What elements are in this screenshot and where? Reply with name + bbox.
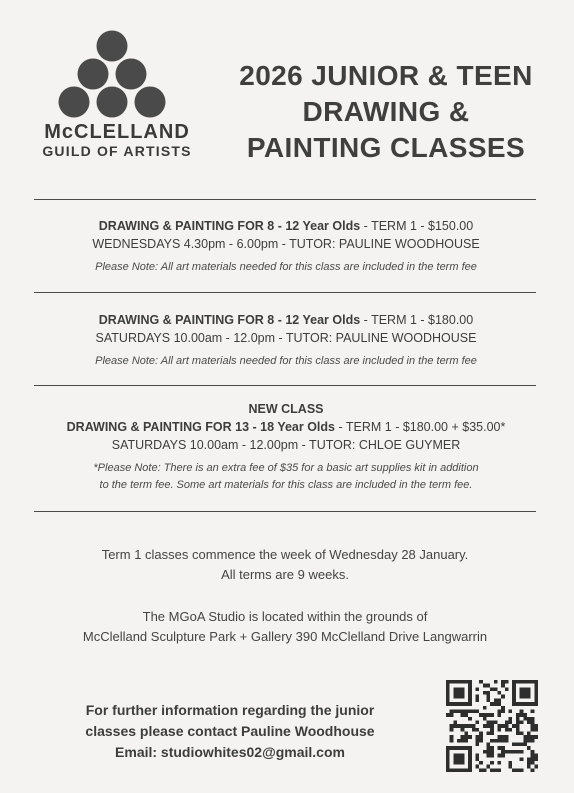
divider (34, 511, 536, 512)
divider (34, 199, 536, 200)
class-note: Please Note: All art materials needed for this class are included in the term fee (95, 355, 477, 367)
page-title (210, 58, 562, 166)
class-name: DRAWING & PAINTING FOR 8 - 12 Year Olds (98, 313, 361, 327)
class-term-fee: - TERM 1 - $180.00 + $35.00* (335, 420, 506, 434)
class-heading (28, 217, 544, 235)
class-heading (28, 311, 544, 329)
logo-subtitle: GUILD OF ARTISTS (42, 143, 192, 159)
qr-code-icon[interactable] (446, 680, 538, 777)
title-line-2: DRAWING & (302, 96, 470, 127)
class-block-3 (28, 400, 544, 494)
class-term-fee: - TERM 1 - $180.00 (360, 313, 474, 327)
class-schedule: SATURDAYS 10.00am - 12.0pm - TUTOR: PAULINE WOODHOUSE (95, 331, 477, 345)
contact-info (40, 700, 420, 763)
new-class-label: NEW CLASS (248, 402, 324, 416)
term-info-line-1: Term 1 classes commence the week of Wednesday 28 January. (101, 547, 469, 562)
term-info (20, 545, 550, 585)
logo-name: McCLELLAND (44, 121, 190, 143)
contact-email[interactable]: Email: studiowhites02@gmail.com (115, 744, 345, 760)
class-block-1 (28, 217, 544, 276)
class-term-fee: - TERM 1 - $150.00 (360, 219, 474, 233)
title-line-3: PAINTING CLASSES (246, 132, 526, 163)
circle-pyramid-icon (57, 28, 177, 120)
contact-line-2: classes please contact Pauline Woodhouse (85, 723, 375, 739)
divider (34, 292, 536, 293)
class-block-2 (28, 311, 544, 370)
class-name: DRAWING & PAINTING FOR 13 - 18 Year Olds (66, 420, 335, 434)
class-name: DRAWING & PAINTING FOR 8 - 12 Year Olds (98, 219, 361, 233)
class-heading (28, 418, 544, 436)
contact-line-1: For further information regarding the junior (85, 702, 375, 718)
term-info-line-2: All terms are 9 weeks. (221, 567, 349, 582)
guild-logo (38, 28, 196, 158)
location-line-1: The MGoA Studio is located within the grounds of (142, 609, 428, 624)
class-note: Please Note: All art materials needed for this class are included in the term fee (95, 261, 477, 273)
divider (34, 385, 536, 386)
class-note-continued: to the term fee. Some art materials for this class are included in the term fee. (99, 479, 473, 491)
location-line-2: McClelland Sculpture Park + Gallery 390 McClelland Drive Langwarrin (82, 629, 488, 644)
location-info (20, 607, 550, 647)
class-schedule: SATURDAYS 10.00am - 12.00pm - TUTOR: CHLOE GUYMER (111, 438, 461, 452)
title-line-1: 2026 JUNIOR & TEEN (239, 60, 533, 91)
class-schedule: WEDNESDAYS 4.30pm - 6.00pm - TUTOR: PAULINE WOODHOUSE (92, 237, 480, 251)
class-note: *Please Note: There is an extra fee of $35 for a basic art supplies kit in addition (93, 462, 479, 474)
